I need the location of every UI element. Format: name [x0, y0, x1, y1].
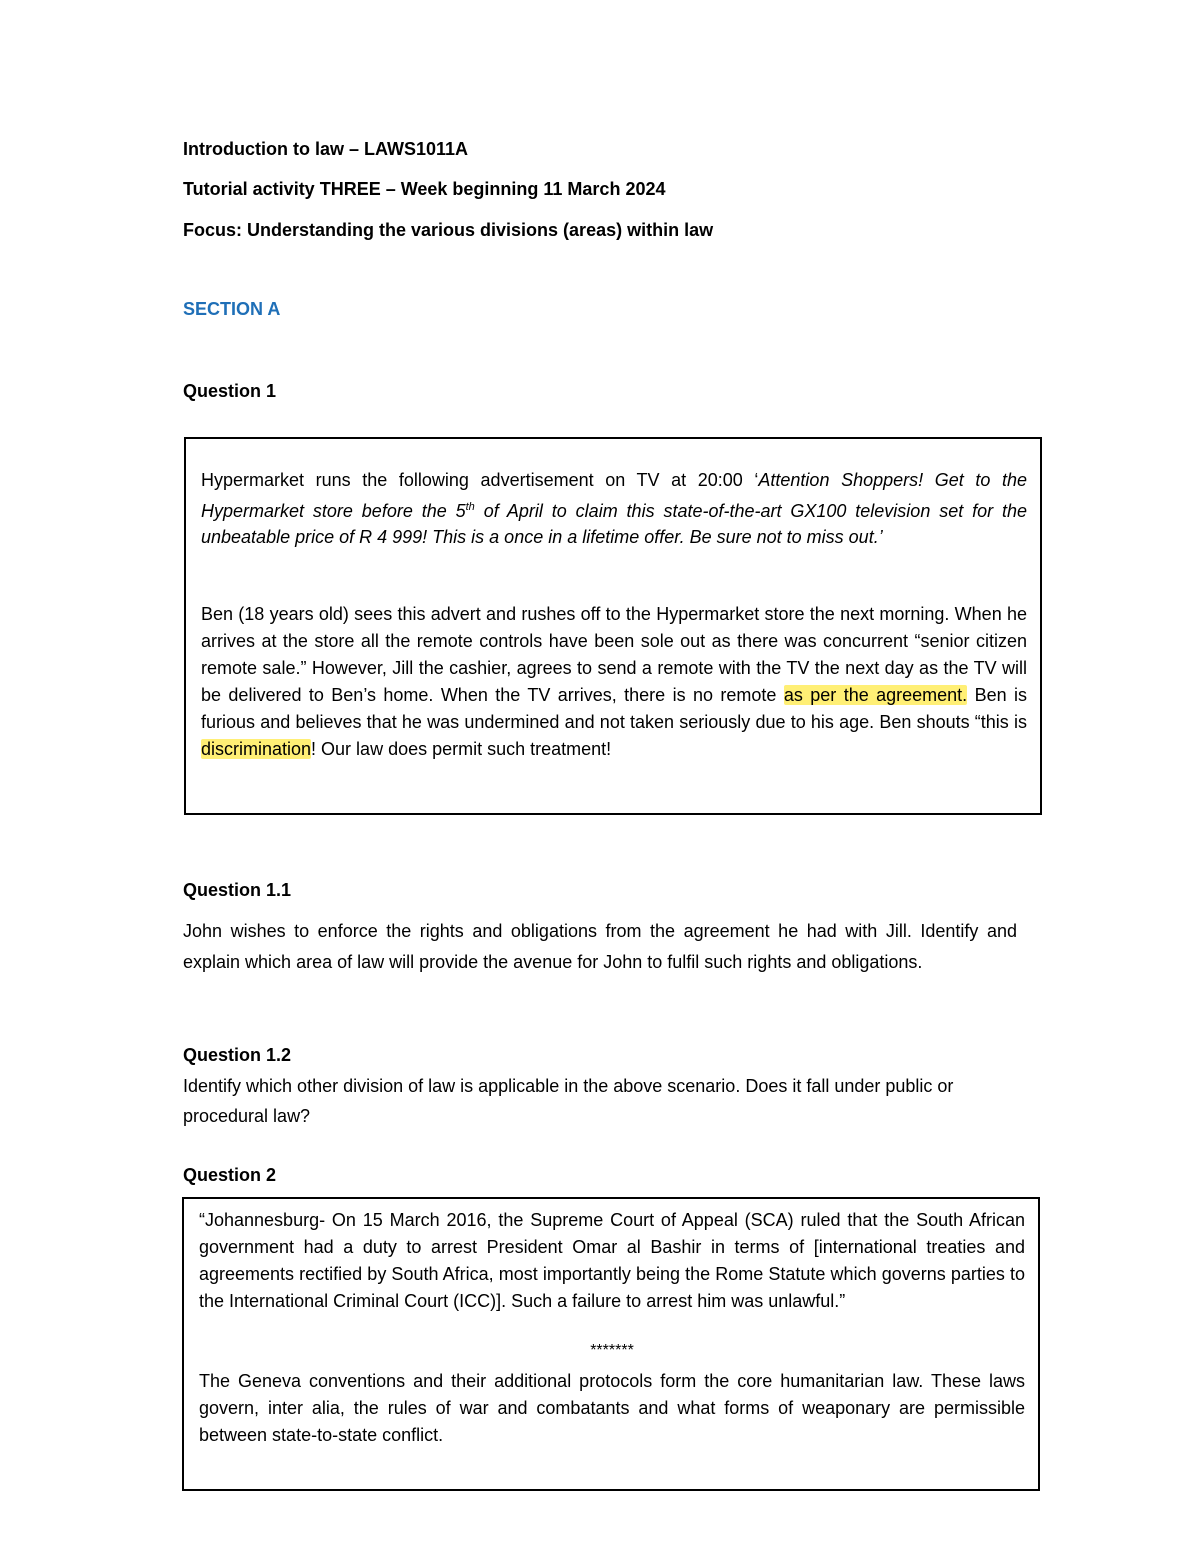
question-1-title: Question 1: [183, 381, 277, 401]
question-1-1-text: John wishes to enforce the rights and obligations from the agreement he had with Jill. Identify and explain which area of law will provide the avenue for John to fulfil such rights and obligations.: [183, 921, 1017, 972]
bashir-quote-paragraph: “Johannesburg- On 15 March 2016, the Supreme Court of Appeal (SCA) ruled that the South African government had a duty to arrest President Omar al Bashir in terms of [international treaties and agreements rectified by South Africa, most importantly being the Rome Statute which governs parties to the International Criminal Court (ICC)]. Such a failure to arrest him was unlawful.”: [199, 1210, 1025, 1311]
question-1-1-title: Question 1.1: [183, 880, 292, 900]
highlight-agreement: as per the agreement.: [783, 685, 968, 705]
question-1-scenario-box: [184, 437, 1042, 815]
question-2-title: Question 2: [183, 1165, 277, 1185]
separator-asterisks: *******: [590, 1342, 634, 1359]
course-title: Introduction to law – LAWS1011A: [183, 139, 469, 159]
focus-line: Focus: Understanding the various divisions (areas) within law: [183, 220, 714, 240]
question-1-2-title: Question 1.2: [183, 1045, 292, 1065]
question-1-2-text: Identify which other division of law is applicable in the above scenario. Does it fall under public or procedural law?: [183, 1076, 954, 1126]
tutorial-title: Tutorial activity THREE – Week beginning 11 March 2024: [183, 179, 666, 199]
highlight-discrimination: discrimination: [201, 739, 312, 759]
advertisement-paragraph: Hypermarket runs the following advertisement on TV at 20:00 ‘Attention Shoppers! Get to the Hypermarket store before the 5th of April to claim this state-of-the-art GX100 television set for the unbeatable price of R 4 999! This is a once in a lifetime offer. Be sure not to miss out.’: [201, 470, 1027, 547]
ben-scenario-paragraph: Ben (18 years old) sees this advert and rushes off to the Hypermarket store the next morning. When he arrives at the store all the remote controls have been sole out as there was concurrent “senior citizen remote sale.” However, Jill the cashier, agrees to send a remote with the TV the next day as the TV will be delivered to Ben’s home. When the TV arrives, there is no remote as per the agreement. Ben is furious and believes that he was undermined and not taken seriously due to his age. Ben shouts “this is discrimination! Our law does permit such treatment!: [201, 604, 1028, 759]
geneva-paragraph: The Geneva conventions and their additional protocols form the core humanitarian law. These laws govern, inter alia, the rules of war and combatants and what forms of weaponary are permissible between state-to-state conflict.: [199, 1371, 1025, 1445]
question-2-scenario-box: [182, 1197, 1040, 1491]
section-a-heading: SECTION A: [183, 299, 281, 319]
